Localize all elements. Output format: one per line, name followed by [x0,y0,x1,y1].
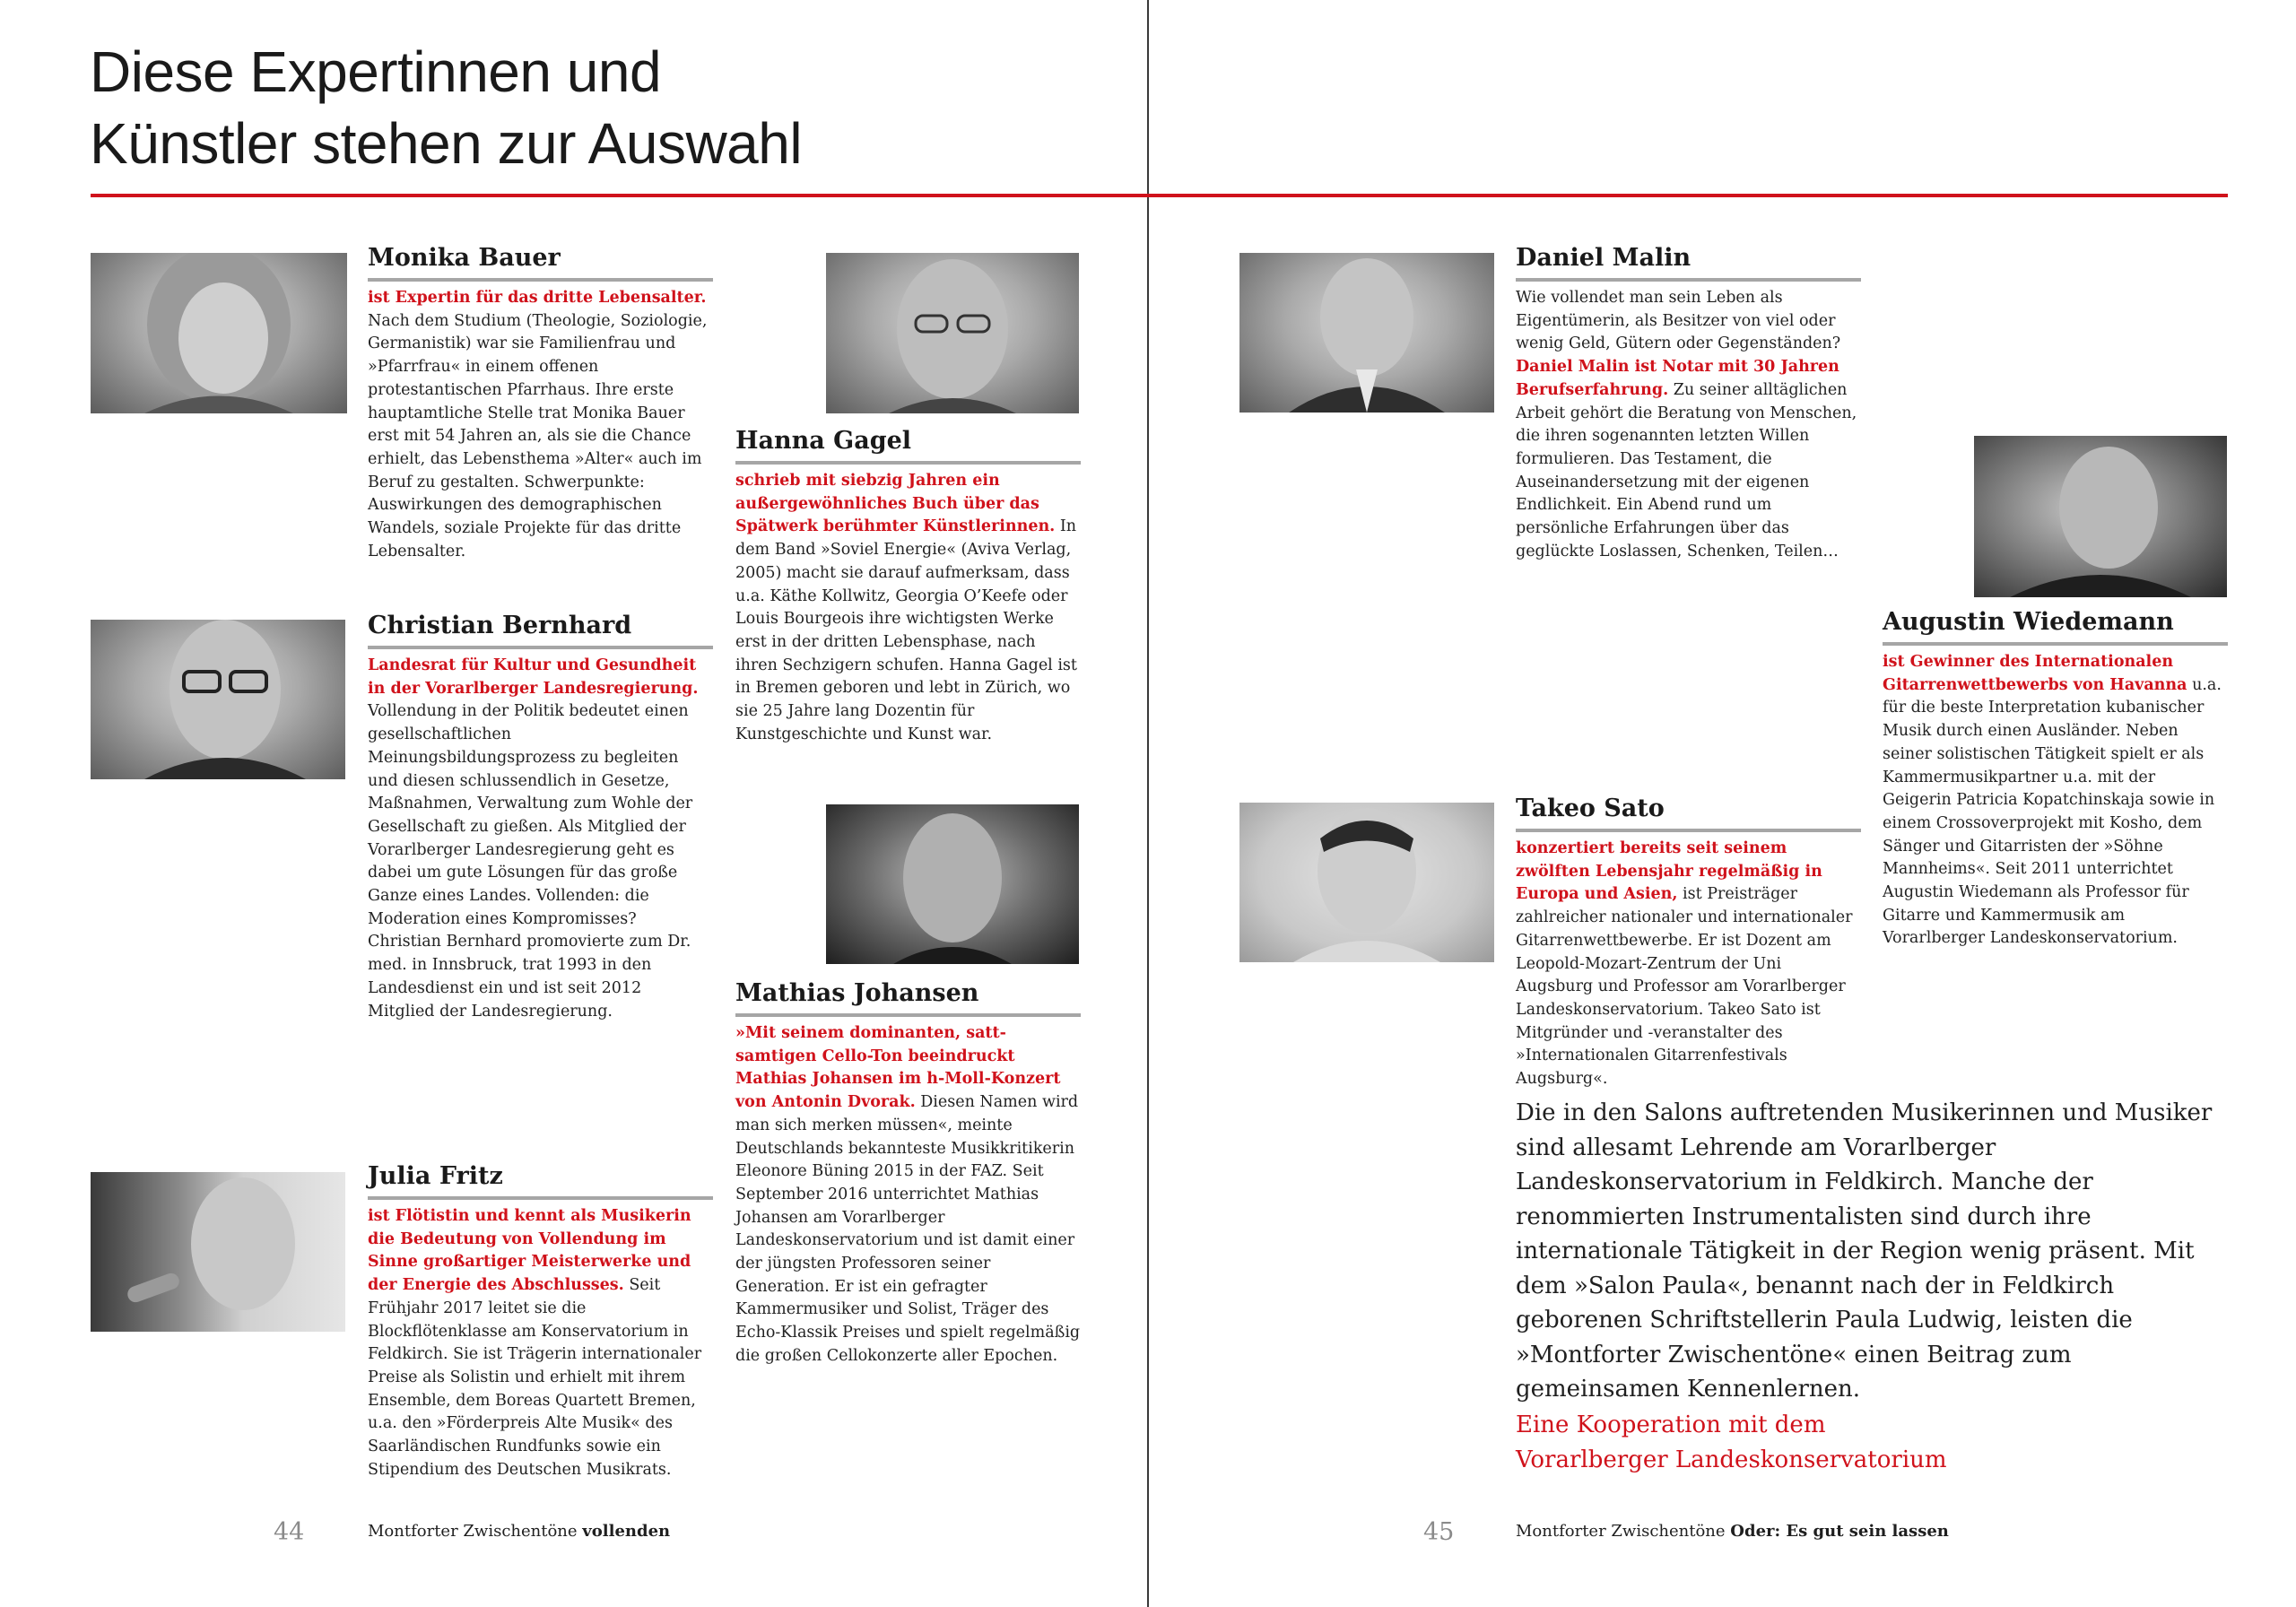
portrait-julia-fritz [91,1172,345,1332]
bio-lead: »Mit seinem dominanten, satt-samtigen Cello-Ton beeindruckt Mathias Johansen im h-Moll-Konzert von Antonin Dvorak. [735,1024,1061,1112]
bio-text [1883,651,2228,951]
cooperation-line-2: Vorarlberger Landeskonservatorium [1516,1446,1947,1473]
person-name: Monika Bauer [368,242,713,282]
bio-body: u.a. für die beste Interpretation kubanischer Musik durch einen Ausländer. Neben seiner solistischen Tätigkeit spielt er als Kammermusikpartner u.a. mit der Geigerin Patricia Kopatchinskaja sowie in einem Crossoverprojekt mit Kosho, dem Sänger und Gitarristen der »Söhne Mannheims«. Seit 2011 unterrichtet Augustin Wiedemann als Professor für Gitarre und Kammermusik am Vorarlberger Landeskonservatorium. [1883,675,2222,948]
bio-julia-fritz [368,1160,713,1481]
bio-body: Seit Frühjahr 2017 leitet sie die Blockflötenklasse am Konservatorium in Feldkirch. Sie ist Trägerin internationaler Preise als Solistin und erhielt mit ihrem Ensemble, dem Boreas Quartett Bremen, u.a. den »Förderpreis Alte Musik« des Saarländischen Rundfunks sowie ein Stipendium des Deutschen Musikrats. [368,1276,702,1479]
bio-text [368,655,713,1023]
person-name: Christian Bernhard [368,610,713,649]
person-name: Mathias Johansen [735,977,1081,1017]
spread-fold [1147,0,1149,1607]
portrait-hanna-gagel [826,253,1079,413]
bio-body: Diesen Namen wird man sich merken müssen«, meinte Deutschlands bekannteste Musikkritikerin Eleonore Büning 2015 in der FAZ. Seit September 2016 unterrichtet Mathias Johansen am Vorarlberger Landeskonservatorium und ist damit einer der jüngsten Professoren seiner Generation. Er ist ein gefragter Kammermusiker und Solist, Träger des Echo-Klassik Preises und spielt regelmäßig die großen Cellokonzerte aller Epochen. [735,1093,1081,1365]
page-title-line-1: Diese Expertinnen und [90,39,662,104]
cooperation-line-1: Eine Kooperation mit dem [1516,1412,1826,1438]
bio-mathias-johansen [735,977,1081,1368]
portrait-takeo-sato [1239,803,1494,962]
footer-left [368,1522,670,1541]
bio-daniel-malin [1516,242,1861,563]
portrait-augustin-wiedemann [1974,436,2227,597]
page-title-line-2: Künstler stehen zur Auswahl [90,111,803,176]
bio-text [735,470,1081,746]
person-name: Daniel Malin [1516,242,1861,282]
bio-lead: Landesrat für Kultur und Gesundheit in der Vorarlberger Landesregierung. [368,656,699,698]
portrait-monika-bauer [91,253,347,413]
bio-lead: konzertiert bereits seit seinem zwölften Lebensjahr regelmäßig in Europa und Asien, [1516,839,1822,904]
info-paragraph: Die in den Salons auftretenden Musikerinnen und Musiker sind allesamt Lehrende am Vorarlberger Landeskonservatorium in Feldkirch. Manche der renommierten Instrumentalisten sind durch ihre internationale Tätigkeit in der Region wenig präsent. Mit dem »Salon Paula«, benannt nach der in Feldkirch geborenen Schriftstellerin Paula Ludwig, leisten die »Montforter Zwischentöne« einen Beitrag zum gemeinsamen Kennenlernen. [1516,1099,2213,1403]
bio-body: Nach dem Studium (Theologie, Soziologie, Germanistik) war sie Familienfrau und »Pfarrfrau« in einem offenen protestantischen Pfarrhaus. Ihre erste hauptamtliche Stelle trat Monika Bauer erst mit 54 Jahren an, als sie die Chance erhielt, das Lebensthema »Alter« auch im Beruf zu gestalten. Schwerpunkte: Auswirkungen des demographischen Wandels, soziale Projekte für das dritte Lebensalter. [368,311,708,560]
page-title [90,36,802,179]
person-name: Julia Fritz [368,1160,713,1200]
footer-right [1516,1522,1949,1541]
bio-augustin-wiedemann [1883,606,2228,951]
footer-theme: vollenden [582,1522,671,1541]
portrait-christian-bernhard [91,620,345,779]
bio-takeo-sato [1516,793,1861,1091]
bio-pre: Wie vollendet man sein Leben als Eigentümerin, als Besitzer von viel oder wenig Geld, Gütern oder Gegenständen? [1516,289,1841,353]
bio-text [735,1022,1081,1368]
bio-hanna-gagel [735,425,1081,746]
footer-theme: Oder: Es gut sein lassen [1730,1522,1949,1541]
bio-text [1516,287,1861,563]
bio-text [368,1205,713,1481]
bio-text [368,287,713,563]
cooperation-note [1516,1408,2215,1477]
page-number-left: 44 [274,1518,305,1546]
bio-lead: ist Gewinner des Internationalen Gitarrenwettbewerbs von Havanna [1883,653,2187,694]
portrait-mathias-johansen [826,804,1079,964]
person-name: Augustin Wiedemann [1883,606,2228,646]
bio-christian-bernhard [368,610,713,1023]
person-name: Takeo Sato [1516,793,1861,832]
bio-lead: Daniel Malin ist Notar mit 30 Jahren Berufserfahrung. [1516,358,1839,399]
bio-body: Vollendung in der Politik bedeutet einen gesellschaftlichen Meinungsbildungsprozess zu begleiten und diesen schlussendlich in Gesetze, Maßnahmen, Verwaltung zum Wohle der Gesellschaft zu gießen. Als Mitglied der Vorarlberger Landesregierung geht es dabei um gute Lösungen für das große Ganze eines Landes. Vollenden: die Moderation eines Kompromisses? Christian Bernhard promovierte zum Dr. med. in Innsbruck, trat 1993 in den Landesdienst ein und ist seit 2012 Mitglied der Landesregierung. [368,702,693,1021]
bio-lead: ist Expertin für das dritte Lebensalter. [368,289,707,307]
bio-body: ist Preisträger zahlreicher nationaler und internationaler Gitarrenwettbewerbe. Er ist Dozent am Leopold-Mozart-Zentrum der Uni Augsburg und Professor am Vorarlberger Landeskonservatorium. Takeo Sato ist Mitgründer und -veranstalter des »Internationalen Gitarrenfestivals Augsburg«. [1516,885,1853,1089]
bio-body: Zu seiner alltäglichen Arbeit gehört die Beratung von Menschen, die ihren sogenannten letzten Willen formulieren. Das Testament, die Auseinandersetzung mit der eigenen Endlichkeit. Ein Abend rund um persönliche Erfahrungen über das geglückte Loslassen, Schenken, Teilen… [1516,380,1857,560]
bio-body: In dem Band »Soviel Energie« (Aviva Verlag, 2005) macht sie darauf aufmerksam, dass u.a. Käthe Kollwitz, Georgia O’Keefe oder Louis Bourgeois ihre wichtigsten Werke erst in der dritten Lebensphase, nach ihren Sechzigern schufen. Hanna Gagel ist in Bremen geboren und lebt in Zürich, wo sie 25 Jahre lang Dozentin für Kunstgeschichte und Kunst war. [735,517,1077,743]
bio-monika-bauer [368,242,713,563]
person-name: Hanna Gagel [735,425,1081,465]
title-rule [91,194,2228,197]
footer-series: Montforter Zwischentöne [1516,1522,1726,1541]
bio-lead: ist Flötistin und kennt als Musikerin die Bedeutung von Vollendung im Sinne großartiger Meisterwerke und der Energie des Abschlusses. [368,1207,691,1295]
portrait-daniel-malin [1239,253,1494,413]
footer-series: Montforter Zwischentöne [368,1522,578,1541]
page-number-right: 45 [1423,1518,1455,1546]
bio-text [1516,838,1861,1091]
bio-lead: schrieb mit siebzig Jahren ein außergewöhnliches Buch über das Spätwerk berühmter Künstlerinnen. [735,472,1056,536]
